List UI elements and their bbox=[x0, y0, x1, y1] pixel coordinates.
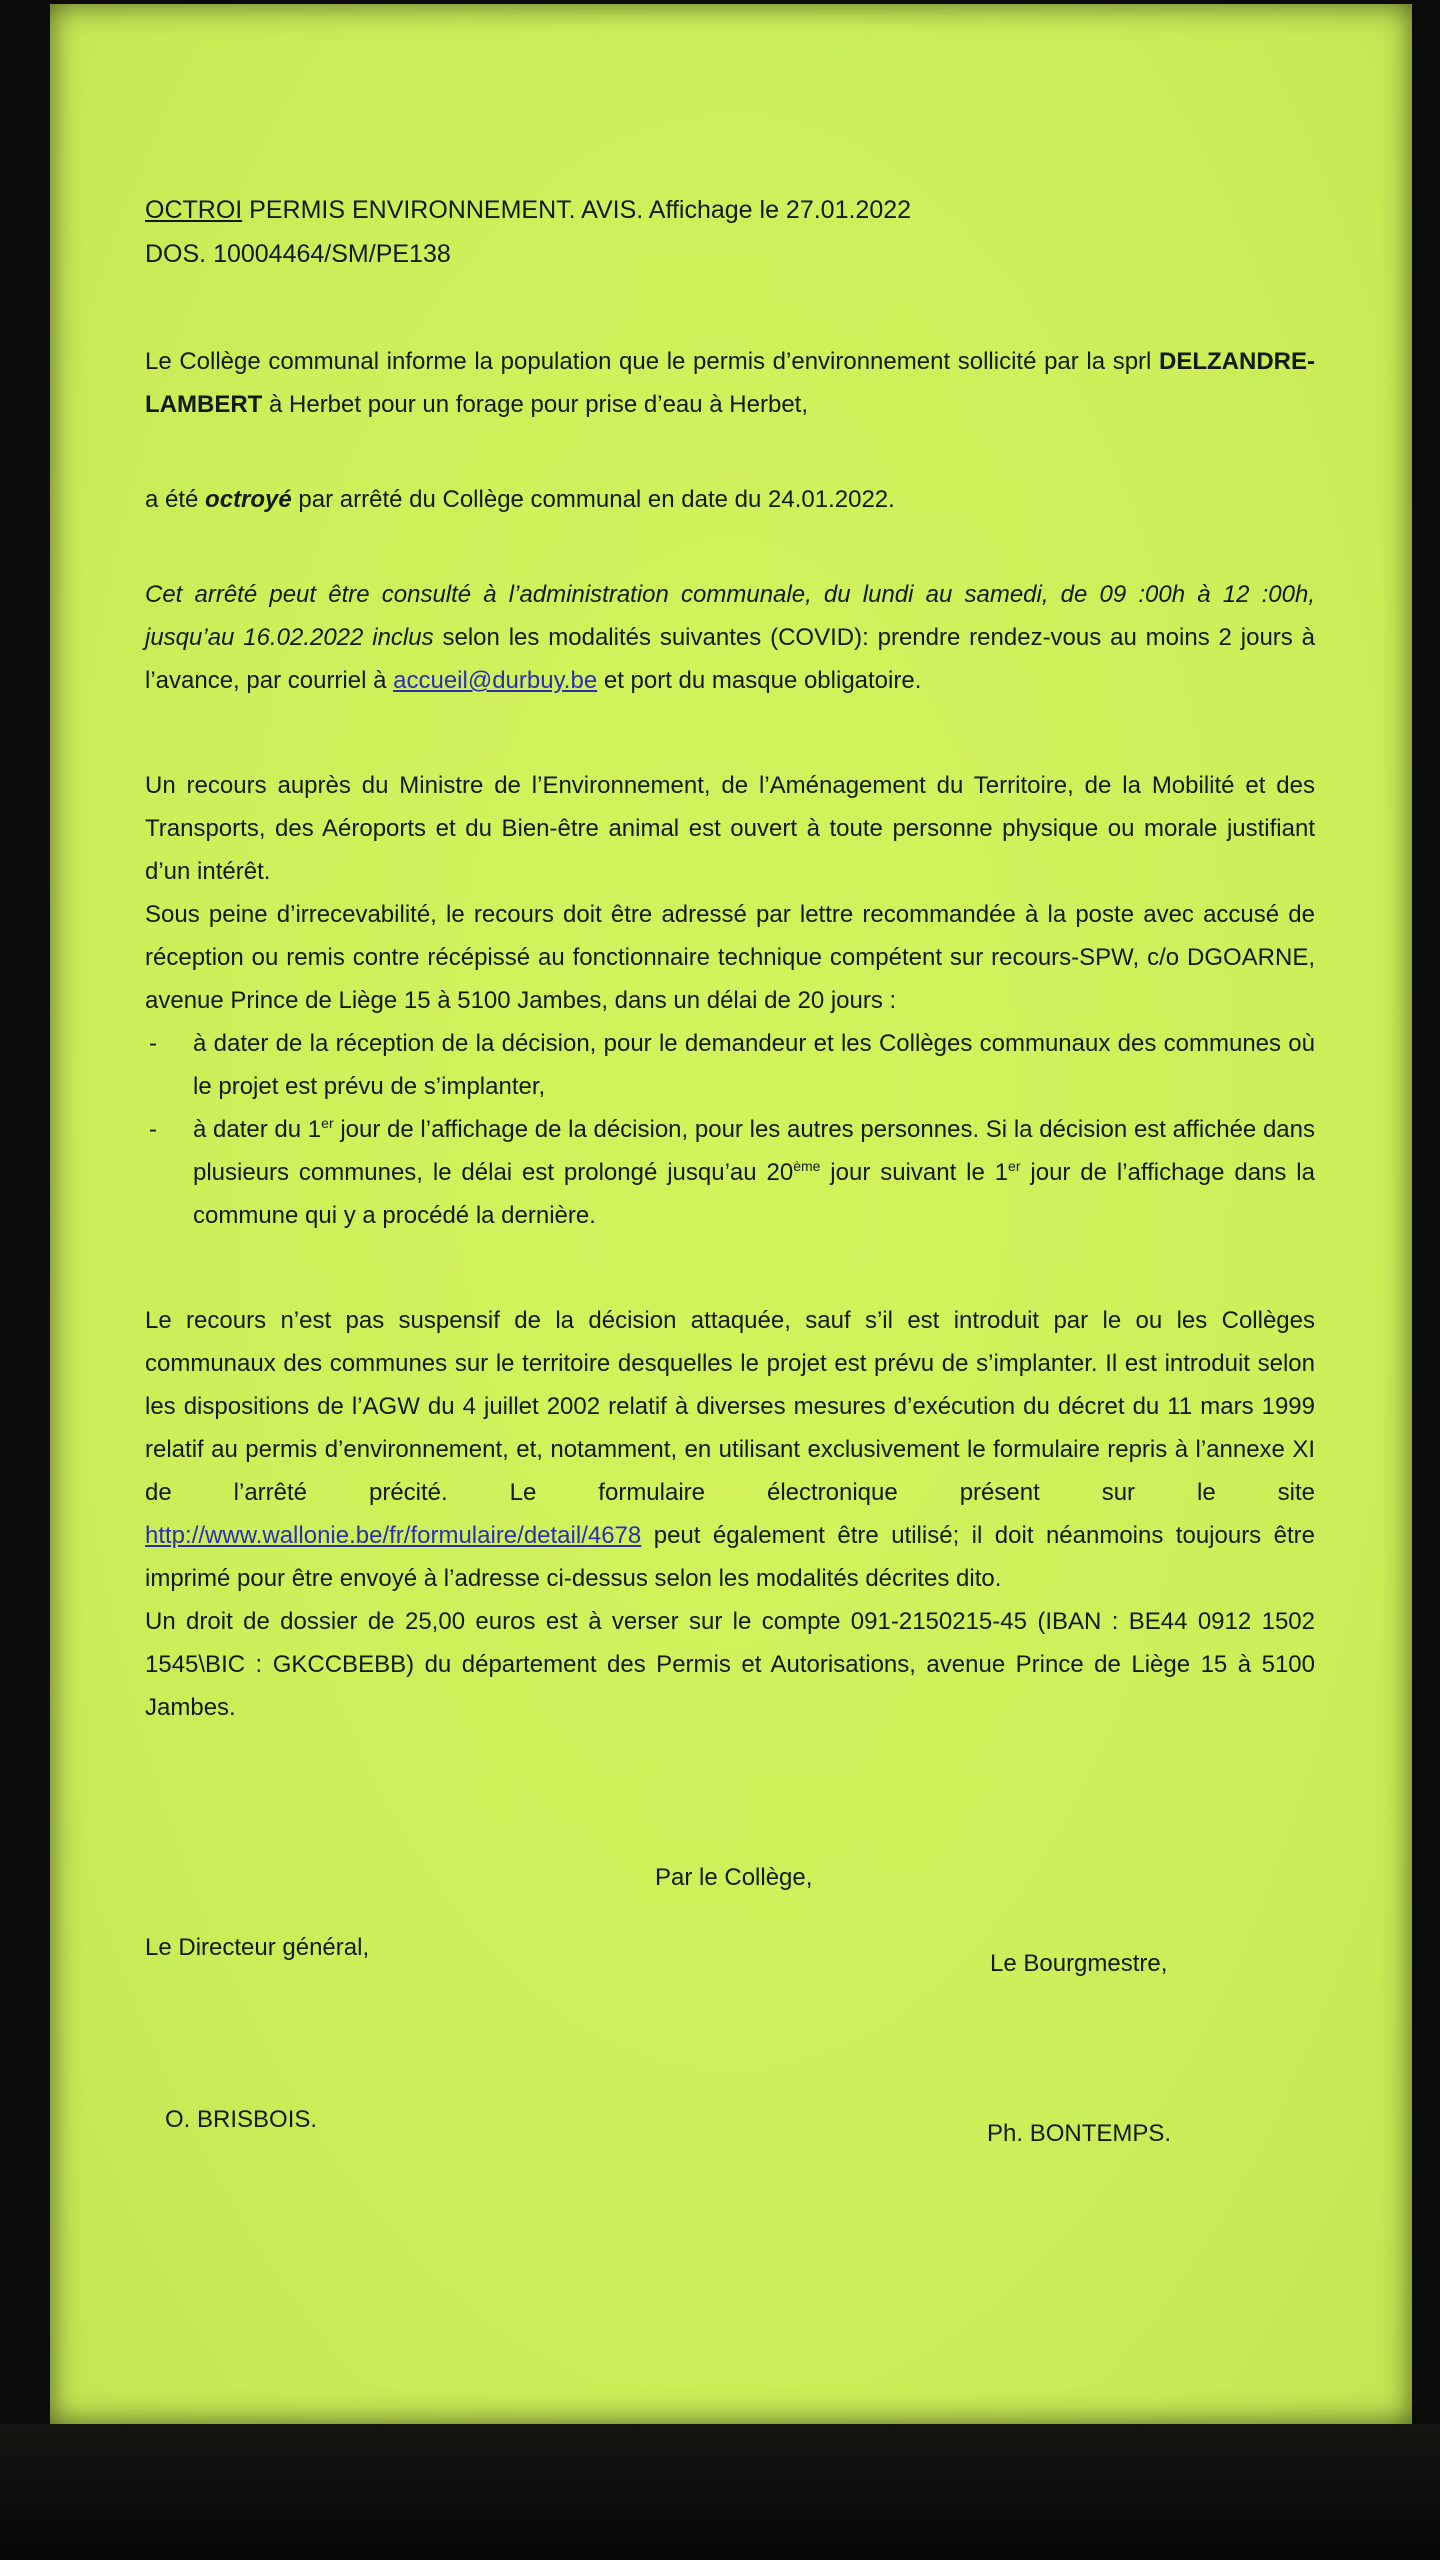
suspensive-text: Le recours n’est pas suspensif de la décision attaquée, sauf s’il est introduit par le ou les Collèges communaux des communes sur le territoire desquelles le projet est prévu de s’implanter. Il est introduit selon les dispositions de l’AGW du 4 juillet 2002 relatif à diverses mesures d’exécution du décret du 11 mars 1999 relatif au permis d’environnement, et, notamment, en utilisant exclusivement le formulaire repris à l’annexe XI de l’arrêté précité. Le formulaire électronique présent sur le site bbox=[145, 1307, 1315, 1506]
superscript: ème bbox=[793, 1158, 821, 1174]
suspensive-text-end: peut également être utilisé; il doit néanmoins toujours être imprimé pour être envoyé à l’adresse ci-dessus selon les modalités décrites dito. bbox=[145, 1522, 1315, 1592]
list-item: - à dater de la réception de la décision, pour le demandeur et les Collèges communaux des communes où le projet est prévu de s’implanter, bbox=[145, 1022, 1315, 1108]
par-college-label: Par le Collège, bbox=[655, 1864, 813, 1891]
consult-text: selon les modalités suivantes (COVID): prendre rendez-vous au moins 2 jours à l’avance, par courriel à bbox=[145, 624, 1315, 694]
email-link[interactable]: accueil@durbuy.be bbox=[393, 667, 598, 694]
intro-text: Le Collège communal informe la population que le permis d’environnement sollicité par la sprl bbox=[145, 348, 1159, 375]
appeal-deadlines-list bbox=[145, 1022, 1315, 1237]
intro-paragraph bbox=[145, 340, 1315, 426]
consult-end: et port du masque obligatoire. bbox=[597, 667, 922, 694]
screen-bezel bbox=[0, 2424, 1440, 2560]
intro-text-end: à Herbet pour un forage pour prise d’eau à Herbet, bbox=[262, 391, 808, 418]
suspensive-paragraph bbox=[145, 1299, 1315, 1600]
heading-title: PERMIS ENVIRONNEMENT. AVIS. Affichage le 27.01.2022 bbox=[242, 196, 912, 224]
form-url-link[interactable]: http://www.wallonie.be/fr/formulaire/detail/4678 bbox=[145, 1522, 642, 1549]
fee-paragraph: Un droit de dossier de 25,00 euros est à verser sur le compte 091-2150215-45 (IBAN : BE44 0912 1502 1545\BIC : GKCCBEBB) du département des Permis et Autorisations, avenue Prince de Liège 15 à 5100 Jambes. bbox=[145, 1608, 1315, 1721]
consult-paragraph bbox=[145, 573, 1315, 702]
superscript: er bbox=[321, 1115, 334, 1131]
bullet2-text: jour de l’affichage de la décision, pour les autres personnes. Si la décision est affichée dans plusieurs communes, le délai est prolongé jusqu’au 20 bbox=[193, 1116, 1315, 1186]
director-title: Le Directeur général, bbox=[145, 1934, 370, 1961]
mayor-title: Le Bourgmestre, bbox=[990, 1950, 1168, 1977]
heading-dossier-number: DOS. 10004464/SM/PE138 bbox=[145, 240, 451, 268]
bullet2-text: jour de l’affichage dans la commune qui y a procédé la dernière. bbox=[193, 1159, 1315, 1229]
notice-document bbox=[145, 188, 1315, 1729]
appeal-paragraph: Un recours auprès du Ministre de l’Environnement, de l’Aménagement du Territoire, de la Mobilité et des Transports, des Aéroports et du Bien-être animal est ouvert à toute personne physique ou morale justifiant d’un intérêt. bbox=[145, 772, 1315, 885]
director-name: O. BRISBOIS. bbox=[165, 2106, 318, 2133]
appeal-conditions: Sous peine d’irrecevabilité, le recours doit être adressé par lettre recommandée à la poste avec accusé de réception ou remis contre récépissé au fonctionnaire technique compétent sur recours-SPW, c/o DGOARNE, avenue Prince de Liège 15 à 5100 Jambes, dans un délai de 20 jours : bbox=[145, 901, 1315, 1014]
bullet2-text: jour suivant le 1 bbox=[820, 1159, 1009, 1186]
signature-block bbox=[145, 1850, 1185, 2150]
granted-before: a été bbox=[145, 486, 206, 513]
granted-paragraph bbox=[145, 478, 1315, 521]
heading-octroi: OCTROI bbox=[145, 196, 243, 224]
bullet2-text: à dater du 1 bbox=[193, 1116, 322, 1143]
superscript: er bbox=[1008, 1158, 1021, 1174]
granted-word: octroyé bbox=[205, 486, 292, 513]
consult-italic: Cet arrêté peut être consulté à l’administration communale, du lundi au samedi, de 09 :00h à 12 :00h, jusqu’au 16.02.2022 inclus bbox=[145, 581, 1315, 651]
granted-after: par arrêté du Collège communal en date du 24.01.2022. bbox=[291, 486, 895, 513]
company-name: DELZANDRE-LAMBERT bbox=[145, 348, 1315, 418]
list-item bbox=[145, 1108, 1315, 1237]
heading-line-1 bbox=[145, 188, 1315, 232]
notice-heading bbox=[145, 188, 1315, 276]
mayor-name: Ph. BONTEMPS. bbox=[987, 2120, 1172, 2147]
